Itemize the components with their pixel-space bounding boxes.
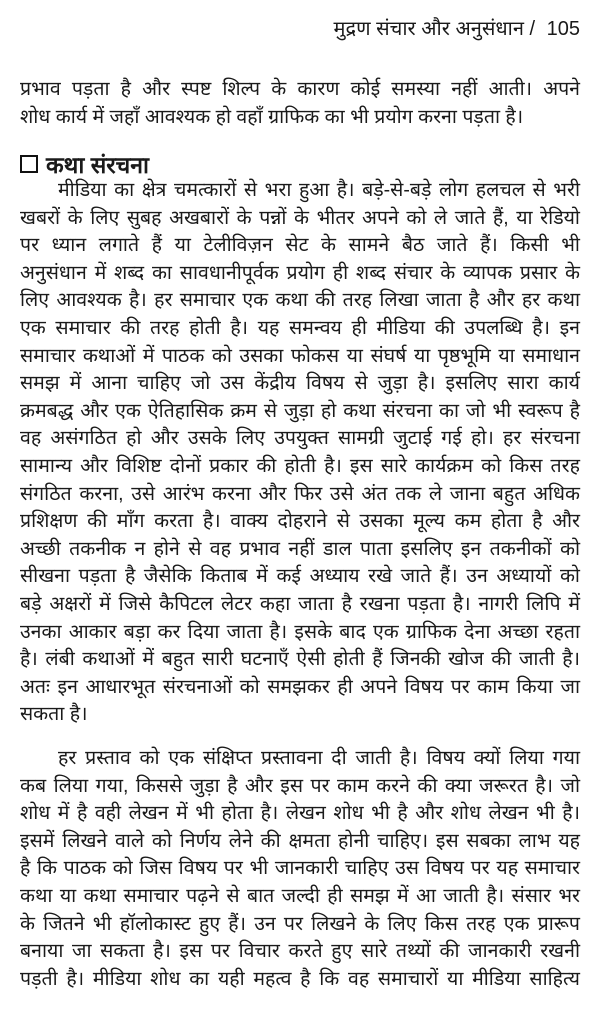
text-line: सीखना पड़ता है जैसेकि किताब में कई अध्याय रखे जाते हैं। उन अध्यायों को [20,565,580,588]
text-line: समझ में आना चाहिए जो उस केंद्रीय विषय से जुड़ा है। इसलिए सारा कार्य [20,372,580,395]
text-line: पड़ती है। मीडिया शोध का यही महत्व है कि वह समाचारों या मीडिया साहित्य [20,967,580,990]
running-header [334,14,580,41]
running-header-title: मुद्रण संचार और अनुसंधान [333,18,524,40]
page-number: 105 [546,18,580,40]
text-line: लिए आवश्यक है। हर समाचार एक कथा की तरह लिखा जाता है और हर कथा [20,289,580,312]
text-line: हर प्रस्ताव को एक संक्षिप्त प्रस्तावना दी जाती है। विषय क्यों लिया गया [58,747,580,769]
checkbox-square-icon [20,155,38,173]
text-line: बनाया जा सकता है। इस पर विचार करते हुए सारे तथ्यों की जानकारी रखनी [20,940,580,963]
text-line: अतः इन आधारभूत संरचनाओं को समझकर ही अपने विषय पर काम किया जा [20,675,580,698]
text-line: संगठित करना, उसे आरंभ करना और फिर उसे अंत तक ले जाना बहुत अधिक [20,482,580,505]
text-line: शोध कार्य में जहाँ आवश्यक हो वहाँ ग्राफिक का भी प्रयोग करना पड़ता है। [20,105,524,128]
text-line: एक समाचार की तरह होती है। यह समन्वय ही मीडिया की उपलब्धि है। इन [20,316,580,339]
text-line: क्रमबद्ध और एक ऐतिहासिक क्रम से जुड़ा हो कथा संरचना का जो भी स्वरूप है [20,399,580,422]
text-line: कब लिया गया, किससे जुड़ा है और इस पर काम करने की क्या जरूरत है। जो [20,774,580,797]
text-line: पर ध्यान लगाते हैं या टेलीविज़न सेट के सामने बैठ जाते हैं। किसी भी [20,234,580,257]
text-line: सकता है। [20,703,88,726]
section-heading-title: कथा संरचना [46,152,149,178]
paragraph-prastav [20,745,580,993]
text-line: मीडिया का क्षेत्र चमत्कारों से भरा हुआ है। बड़े-से-बड़े लोग हलचल से भरी [58,179,580,201]
text-line: है। लंबी कथाओं में बहुत सारी घटनाएँ ऐसी होती हैं जिनकी खोज की जाती है। [20,648,580,671]
text-line: अनुसंधान में शब्द का सावधानीपूर्वक प्रयोग ही शब्द संचार के व्यापक प्रसार के [20,261,580,284]
paragraph-continued [20,76,580,131]
text-line: समाचार कथाओं में पाठक को उसका फोकस या संघर्ष या पृष्ठभूमि या समाधान [20,344,580,367]
text-line: सामान्य और विशिष्ट दोनों प्रकार की होती है। इस सारे कार्यक्रम को किस तरह [20,454,580,477]
text-line: इसमें लिखने वाले को निर्णय लेने की क्षमता होनी चाहिए। इस सबका लाभ यह [20,829,580,852]
text-line: खबरों के लिए सुबह अखबारों के पन्नों के भीतर अपने को ले जाते हैं, या रेडियो [20,206,580,229]
text-line: के जितने भी हॉलोकास्ट हुए हैं। उन पर लिखने के लिए किस तरह एक प्रारूप [20,912,580,935]
section-heading [20,148,149,180]
text-line: उनका आकार बड़ा कर दिया जाता है। इसके बाद एक ग्राफिक देना अच्छा रहता [20,620,580,643]
text-line: है कि पाठक को जिस विषय पर भी जानकारी चाहिए उस विषय पर यह समाचार [20,857,580,880]
paragraph-katha-sanrachna [20,177,580,729]
text-line: अच्छी तकनीक न होने से वह प्रभाव नहीं डाल पाता इसलिए इन तकनीकों को [20,537,580,560]
text-line: प्रभाव पड़ता है और स्पष्ट शिल्प के कारण कोई समस्या नहीं आती। अपने [20,78,580,100]
running-header-separator: / [529,18,536,40]
text-line: कथा या कथा समाचार पढ़ने से बात जल्दी ही समझ में आ जाती है। संसार भर [20,884,580,907]
text-line: प्रशिक्षण की माँग करता है। वाक्य दोहराने से उसका मूल्य कम होता है और [20,510,580,533]
text-line: वह असंगठित हो और उसके लिए उपयुक्त सामग्री जुटाई गई हो। हर संरचना [20,427,580,450]
text-line: शोध में है वही लेखन में भी होता है। लेखन शोध भी है और शोध लेखन भी है। [20,802,580,825]
text-line: बड़े अक्षरों में जिसे कैपिटल लेटर कहा जाता है रखना पड़ता है। नागरी लिपि में [20,592,580,615]
